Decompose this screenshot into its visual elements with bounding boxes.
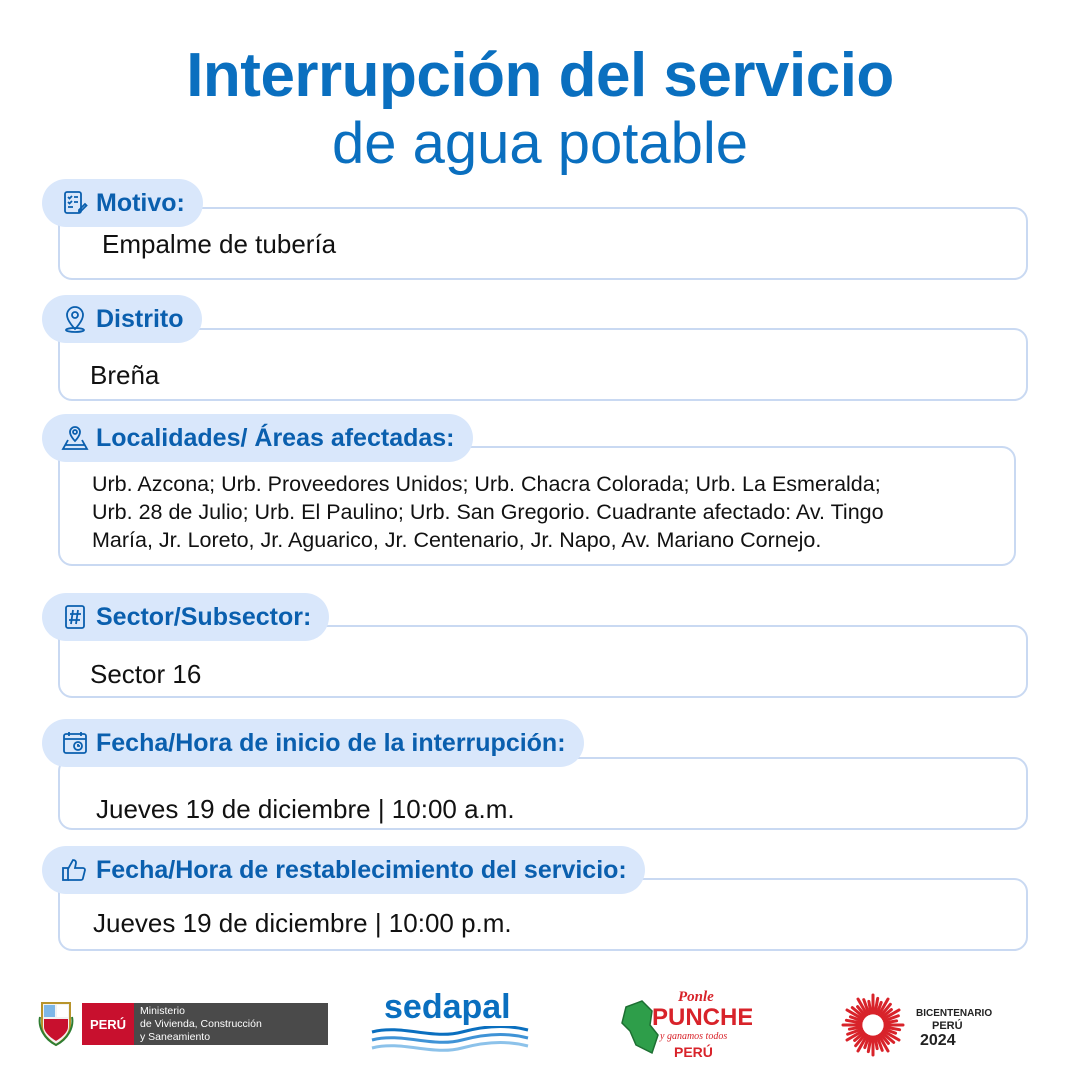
inicio-pill (42, 719, 584, 767)
bicentenario-year: 2024 (920, 1032, 956, 1049)
sector-pill (42, 593, 329, 641)
page-subtitle: de agua potable (331, 111, 749, 176)
sector-value: Sector 16 (90, 659, 202, 689)
waves-icon (370, 1026, 530, 1056)
ponle-punche-logo (612, 985, 752, 1065)
distrito-box (58, 328, 1028, 401)
location-pin-icon (60, 304, 90, 334)
ministry-line: Ministerio (140, 1005, 185, 1017)
peru-text: PERÚ (674, 1044, 713, 1060)
motivo-label: Motivo: (96, 188, 185, 217)
sedapal-name: sedapal (384, 988, 511, 1026)
inicio-value: Jueves 19 de diciembre | 10:00 a.m. (96, 794, 515, 824)
distrito-pill (42, 295, 202, 343)
localidades-text (92, 470, 884, 554)
bicentenario-logo (836, 990, 1016, 1060)
sedapal-logo (370, 988, 530, 1058)
localidades-line: Urb. 28 de Julio; Urb. El Paulino; Urb. San Gregorio. Cuadrante afectado: Av. Tingo (92, 500, 884, 524)
ponle-text: Ponle (678, 989, 714, 1005)
distrito-label: Distrito (96, 304, 184, 333)
map-pin-icon (60, 423, 90, 453)
motivo-pill (42, 179, 203, 227)
motivo-box (58, 207, 1028, 280)
ministry-name (134, 1003, 328, 1045)
restablecimiento-pill (42, 846, 645, 894)
localidades-label: Localidades/ Áreas afectadas: (96, 423, 455, 452)
emblem-ray (875, 1037, 877, 1049)
ministry-line: de Vivienda, Construcción (140, 1018, 262, 1030)
bicentenario-peru-text: PERÚ (932, 1020, 963, 1032)
emblem-ray (849, 1027, 861, 1029)
distrito-value: Breña (90, 360, 160, 390)
calendar-clock-icon (60, 728, 90, 758)
page-title: Interrupción del servicio (186, 41, 894, 110)
localidades-pill (42, 414, 473, 462)
restablecimiento-label: Fecha/Hora de restablecimiento del servicio: (96, 855, 627, 884)
inicio-box (58, 757, 1028, 830)
bicentenario-text: BICENTENARIO (916, 1008, 993, 1019)
localidades-line: Urb. Azcona; Urb. Proveedores Unidos; Urb. Chacra Colorada; Urb. La Esmeralda; (92, 472, 881, 496)
peru-ministry-logo (38, 995, 290, 1055)
peru-label: PERÚ (82, 1003, 134, 1045)
ministry-line: y Saneamiento (140, 1031, 211, 1043)
hash-icon (60, 602, 90, 632)
thumbs-up-icon (60, 855, 90, 885)
restablecimiento-value: Jueves 19 de diciembre | 10:00 p.m. (93, 908, 512, 938)
inicio-label: Fecha/Hora de inicio de la interrupción: (96, 728, 566, 757)
motivo-value: Empalme de tubería (102, 229, 337, 259)
ponle-small-text: y ganamos todos (660, 1031, 728, 1042)
emblem-ray (885, 1021, 897, 1023)
sector-label: Sector/Subsector: (96, 602, 312, 631)
emblem-ray (869, 1001, 871, 1013)
localidades-box (58, 446, 1016, 566)
localidades-line: María, Jr. Loreto, Jr. Aguarico, Jr. Centenario, Jr. Napo, Av. Mariano Cornejo. (92, 528, 822, 552)
bicentenario-emblem-icon (836, 990, 910, 1060)
punche-text: PUNCHE (652, 1004, 752, 1031)
peru-shield-icon (38, 997, 74, 1051)
checklist-icon (60, 188, 90, 218)
